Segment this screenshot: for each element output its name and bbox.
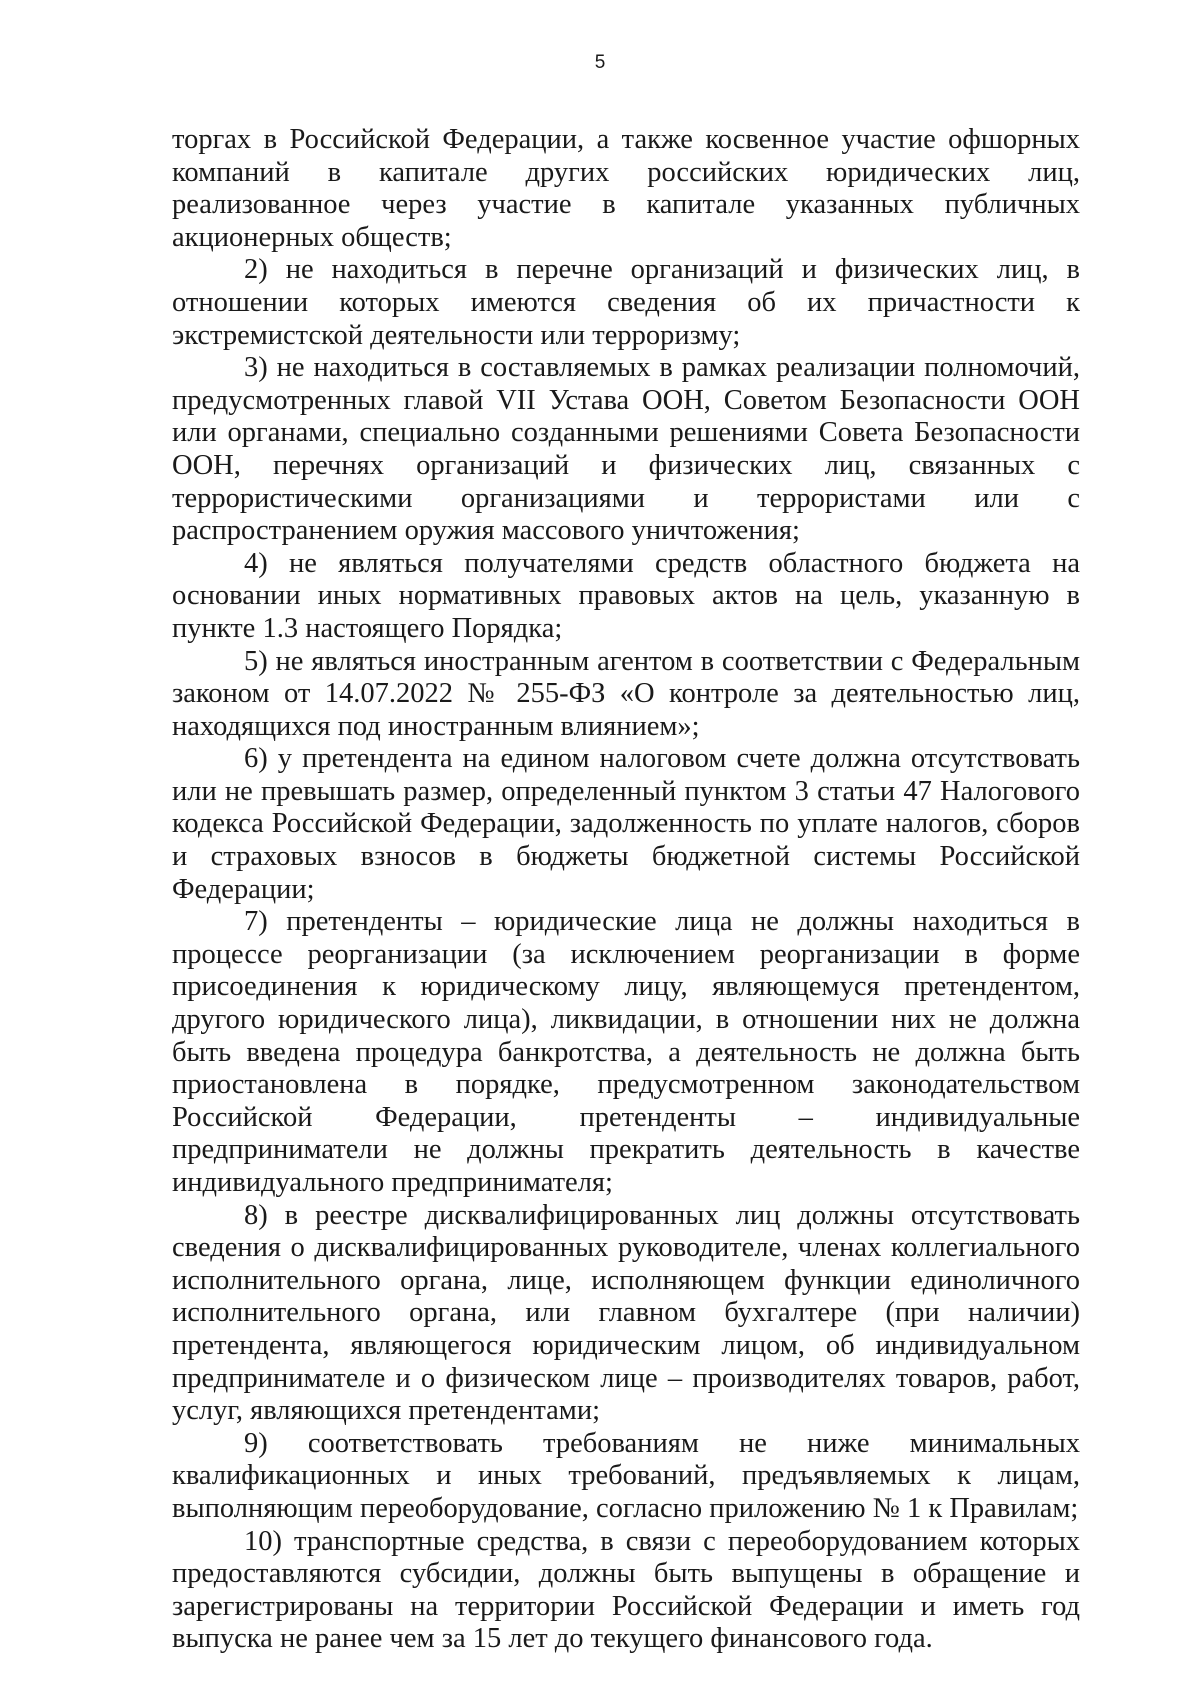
paragraph-item-6: 6) у претендента на едином налоговом счете должна отсутствовать или не превышать размер, определенный пунктом 3 статьи 47 Налогового кодекса Российской Федерации, задолженность по уплате налогов, сборов и страховых взносов в бюджеты бюджетной системы Российской Федерации; — [172, 743, 1080, 905]
paragraph-item-2: 2) не находиться в перечне организаций и физических лиц, в отношении которых имеются сведения об их причастности к экстремистской деятельности или терроризму; — [172, 254, 1080, 351]
paragraph-continuation: торгах в Российской Федерации, а также косвенное участие офшорных компаний в капитале других российских юридических лиц, реализованное через участие в капитале указанных публичных акционерных обществ; — [172, 124, 1080, 253]
paragraph-item-7: 7) претенденты – юридические лица не должны находиться в процессе реорганизации (за исключением реорганизации в форме присоединения к юридическому лицу, являющемуся претендентом, другого юридического лица), ликвидации, в отношении них не должна быть введена процедура банкротства, а деятельность не должна быть приостановлена в порядке, предусмотренном законодательством Российской Федерации, претенденты – индивидуальные предприниматели не должны прекратить деятельность в качестве индивидуального предпринимателя; — [172, 906, 1080, 1198]
page-number: 5 — [594, 52, 606, 73]
paragraph-item-10: 10) транспортные средства, в связи с переоборудованием которых предоставляются субсидии, должны быть выпущены в обращение и зарегистрированы на территории Российской Федерации и иметь год выпуска не ранее чем за 15 лет до текущего финансового года. — [172, 1525, 1080, 1655]
paragraph-item-9: 9) соответствовать требованиям не ниже минимальных квалификационных и иных требований, предъявляемых к лицам, выполняющим переоборудование, согласно приложению № 1 к Правилам; — [172, 1427, 1080, 1524]
document-body — [172, 124, 1080, 1656]
paragraph-item-3: 3) не находиться в составляемых в рамках реализации полномочий, предусмотренных главой VII Устава ООН, Советом Безопасности ООН или органами, специально созданными решениями Совета Безопасности ООН, перечнях организаций и физических лиц, связанных с террористическими организациями и террористами или с распространением оружия массового уничтожения; — [172, 352, 1080, 547]
paragraph-item-5: 5) не являться иностранным агентом в соответствии с Федеральным законом от 14.07.2022 № 255-ФЗ «О контроле за деятельностью лиц, находящихся под иностранным влиянием»; — [172, 645, 1080, 742]
paragraph-item-4: 4) не являться получателями средств областного бюджета на основании иных нормативных правовых актов на цель, указанную в пункте 1.3 настоящего Порядка; — [172, 547, 1080, 644]
paragraph-item-8: 8) в реестре дисквалифицированных лиц должны отсутствовать сведения о дисквалифицированных руководителе, членах коллегиального исполнительного органа, лице, исполняющем функции единоличного исполнительного органа, или главном бухгалтере (при наличии) претендента, являющегося юридическим лицом, об индивидуальном предпринимателе и о физическом лице – производителях товаров, работ, услуг, являющихся претендентами; — [172, 1199, 1080, 1427]
